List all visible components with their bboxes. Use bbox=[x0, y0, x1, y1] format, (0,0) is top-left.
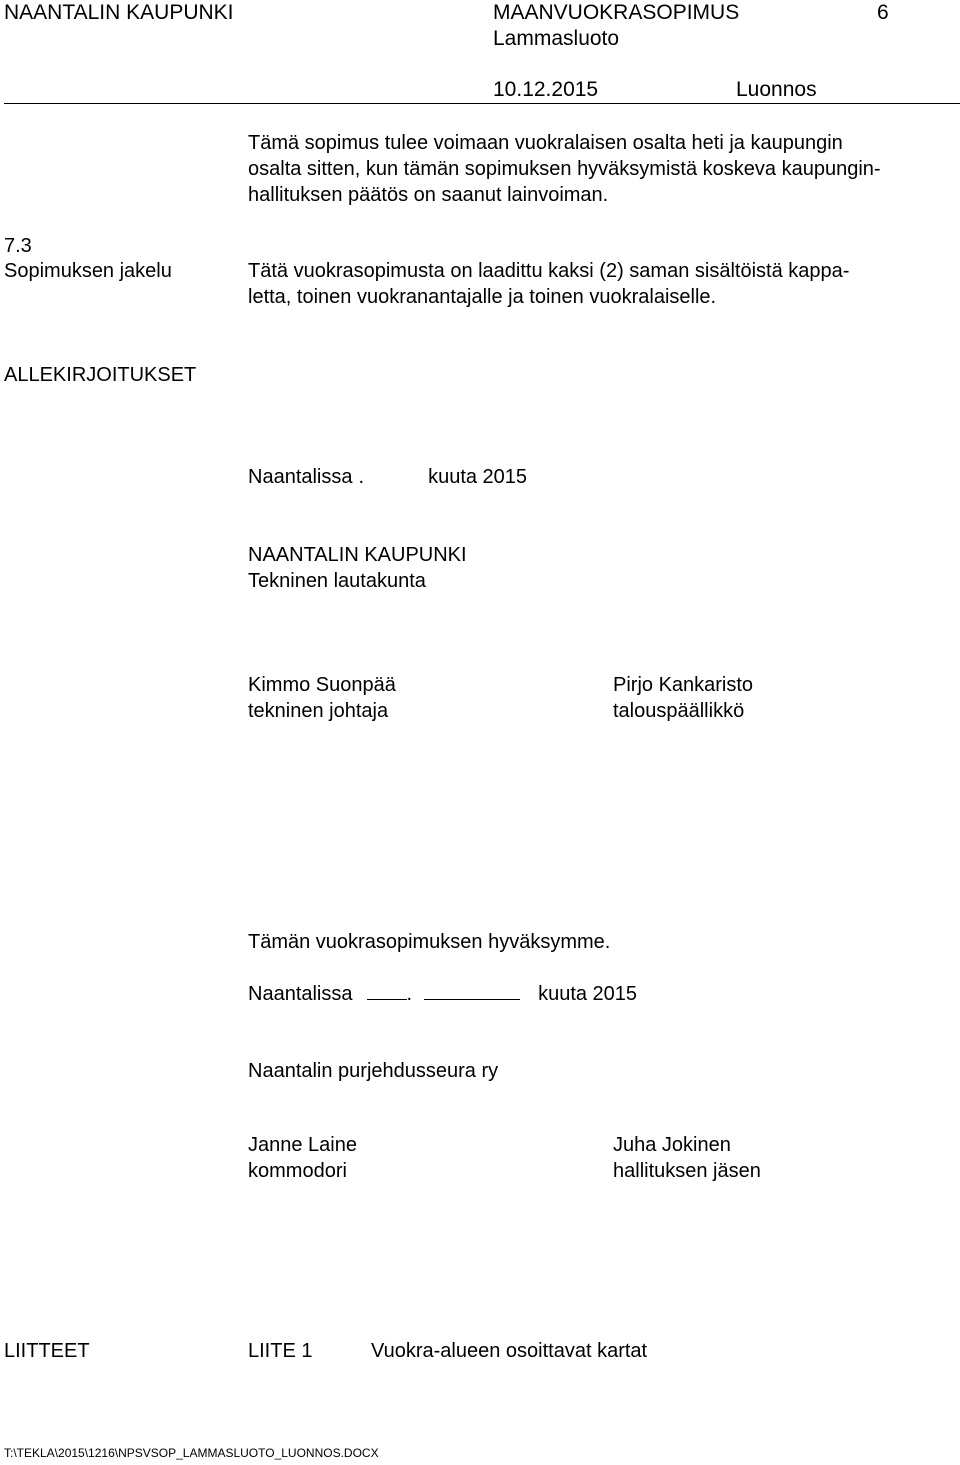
header-divider bbox=[4, 103, 960, 104]
attachment-description: Vuokra-alueen osoittavat kartat bbox=[371, 1340, 648, 1362]
header-date: 10.12.2015 bbox=[493, 78, 599, 101]
city-place-line bbox=[248, 464, 527, 490]
tenant-signer-2-title: hallituksen jäsen bbox=[613, 1160, 761, 1182]
intro-line-3: hallituksen päätös on saanut lainvoiman. bbox=[248, 184, 609, 206]
intro-line-2: osalta sitten, kun tämän sopimuksen hyväksymistä koskeva kaupungin- bbox=[248, 158, 881, 180]
section-number: 7.3 bbox=[4, 235, 32, 257]
city-board: Tekninen lautakunta bbox=[248, 570, 426, 592]
tenant-signer-2-name: Juha Jokinen bbox=[613, 1134, 731, 1156]
header-status: Luonnos bbox=[736, 78, 817, 101]
month-blank bbox=[424, 981, 520, 1000]
acceptance-statement: Tämän vuokrasopimuksen hyväksymme. bbox=[248, 931, 611, 953]
city-place: Naantalissa bbox=[248, 466, 353, 488]
tenant-org: Naantalin purjehdusseura ry bbox=[248, 1060, 499, 1082]
attachments-label: LIITTEET bbox=[4, 1340, 90, 1362]
tenant-signer-1-name: Janne Laine bbox=[248, 1134, 357, 1156]
city-date-dot: . bbox=[358, 466, 365, 488]
signatures-heading: ALLEKIRJOITUKSET bbox=[4, 364, 197, 386]
city-signer-1-title: tekninen johtaja bbox=[248, 700, 389, 722]
section-line-1: Tätä vuokrasopimusta on laadittu kaksi (2) saman sisältöistä kappa- bbox=[248, 260, 850, 282]
city-signer-1-name: Kimmo Suonpää bbox=[248, 674, 396, 696]
city-signer-2-title: talouspäällikkö bbox=[613, 700, 745, 722]
footer-file-path: T:\TEKLA\2015\1216\NPSVSOP_LAMMASLUOTO_LUONNOS.DOCX bbox=[4, 1446, 379, 1460]
tenant-place: Naantalissa bbox=[248, 983, 353, 1005]
attachment-id: LIITE 1 bbox=[248, 1340, 313, 1362]
header-doc-name: Lammasluoto bbox=[493, 27, 620, 50]
tenant-month-year: kuuta 2015 bbox=[538, 983, 638, 1005]
city-signer-2-name: Pirjo Kankaristo bbox=[613, 674, 754, 696]
tenant-signer-1-title: kommodori bbox=[248, 1160, 347, 1182]
day-blank bbox=[367, 981, 407, 1000]
section-title: Sopimuksen jakelu bbox=[4, 260, 172, 282]
header-doc-type: MAANVUOKRASOPIMUS bbox=[493, 1, 740, 24]
city-month-year: kuuta 2015 bbox=[428, 466, 528, 488]
section-line-2: letta, toinen vuokranantajalle ja toinen vuokralaiselle. bbox=[248, 286, 717, 308]
tenant-date-dot: . bbox=[406, 983, 413, 1005]
tenant-place-line bbox=[248, 981, 637, 1007]
header-org: NAANTALIN KAUPUNKI bbox=[4, 1, 234, 24]
page-number: 6 bbox=[877, 1, 889, 24]
city-org: NAANTALIN KAUPUNKI bbox=[248, 544, 467, 566]
intro-line-1: Tämä sopimus tulee voimaan vuokralaisen osalta heti ja kaupungin bbox=[248, 132, 843, 154]
